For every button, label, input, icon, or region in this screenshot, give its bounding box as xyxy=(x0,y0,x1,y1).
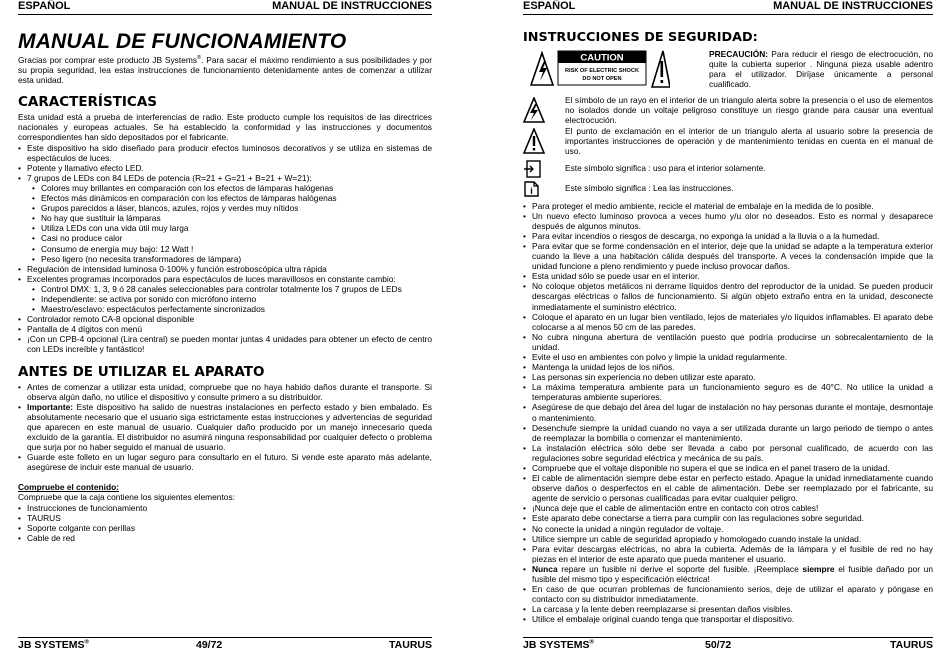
list-item: • Independiente: se activa por sonido con micrófono interno xyxy=(32,294,432,304)
list-item: • Control DMX: 1, 3, 9 ó 28 canales seleccionables para controlar totalmente los 7 grupos de LEDs xyxy=(32,284,432,294)
list-item: • ¡Con un CPB-4 opcional (Lira central) se pueden montar juntas 4 unidades para obtener un efecto de centro con LEDs increíble y fantástico! xyxy=(18,334,432,354)
list-item: • Para evitar incendios o riesgos de descarga, no exponga la unidad a la lluvia o a la humedad. xyxy=(523,231,933,241)
list-item: • Nunca repare un fusible ni derive el soporte del fusible. ¡Reemplace siempre el fusible dañado por un fusible del mismo tipo y especificación eléctrica! xyxy=(523,564,933,584)
list-item: • Esta unidad sólo se puede usar en el interior. xyxy=(523,271,933,281)
page-header xyxy=(18,0,432,15)
footer-page-number: 50/72 xyxy=(705,639,732,651)
header-language: ESPAÑOL xyxy=(18,0,71,12)
contents-heading: Compruebe el contenido: xyxy=(18,482,119,493)
list-item: • Regulación de intensidad luminosa 0-100% y función estroboscópica ultra rápida xyxy=(18,264,432,274)
footer-model: TAURUS xyxy=(389,639,432,651)
list-item: • Utiliza LEDs con una vida útil muy larga xyxy=(32,223,432,233)
list-item: • Para evitar que se forme condensación en el interior, deje que la unidad se adapte a la temperatura exterior cuando la lleve a una habitación cálida después del transporte. A veces la condensación impide que la unidad funcione a pleno rendimiento y puede incluso provocar daños. xyxy=(523,241,933,271)
left-page xyxy=(18,0,432,654)
page-title: MANUAL DE FUNCIONAMIENTO xyxy=(18,30,347,53)
features-intro: Esta unidad está a prueba de interferencias de radio. Este producto cumple los requisitos de las directrices nacionales y europeas actuales. Se ha establecido la conformidad y las instrucciones y documentos correspondientes han sido depositados por el fabricante. xyxy=(18,112,432,143)
list-item: • Soporte colgante con perillas xyxy=(18,523,432,533)
list-item: • Para proteger el medio ambiente, recicle el material de embalaje en la medida de lo posible. xyxy=(523,201,933,211)
list-item: • Pantalla de 4 dígitos con menú xyxy=(18,324,432,334)
warning-text: PRECAUCIÓN: Para reducir el riesgo de electrocución, no quite la cubierta superior . Ninguna pieza usable adentro para el utilizador. Diríjase únicamente a personal cualificado. xyxy=(709,49,933,90)
list-item: • Coloque el aparato en un lugar bien ventilado, lejos de materiales y/o líquidos inflamables. El aparato debe colocarse a al menos 50 cm de las paredes. xyxy=(523,312,933,332)
features-heading: CARACTERÍSTICAS xyxy=(18,94,157,111)
list-item: • Antes de comenzar a utilizar esta unidad, compruebe que no haya habido daños durante el transporte. Si observa algún daño, no utilice el dispositivo y consulte primero a su distribuidor. xyxy=(18,382,432,402)
list-item: • Efectos más dinámicos en comparación con los efectos de lámparas halógenas xyxy=(32,193,432,203)
list-item: • Grupos parecidos a láser, blancos, azules, rojos y verdes muy nítidos xyxy=(32,203,432,213)
list-item: • No conecte la unidad a ningún regulador de voltaje. xyxy=(523,524,933,534)
contents-intro: Compruebe que la caja contiene los siguientes elementos: xyxy=(18,492,235,503)
list-item: • Colores muy brillantes en comparación con los efectos de lámparas halógenas xyxy=(32,183,432,193)
list-item: • ¡Nunca deje que el cable de alimentación entre en contacto con otros cables! xyxy=(523,503,933,513)
list-item: • Un nuevo efecto luminoso provoca a veces humo y/u olor no deseados. Esto es normal y desaparece después de algunos minutos. xyxy=(523,211,933,231)
list-item: • Utilice el embalaje original cuando tenga que transportar el dispositivo. xyxy=(523,614,933,624)
safety-list-2 xyxy=(523,584,933,624)
list-item: • La instalación eléctrica sólo debe ser llevada a cabo por personal cualificado, de acuerdo con las regulaciones sobre seguridad eléctrica y mecánica de su país. xyxy=(523,443,933,463)
list-item: • Guarde este folleto en un lugar seguro para consultarlo en el futuro. Si vende este aparato más adelante, asegúrese de incluir este manual de usuario. xyxy=(18,452,432,472)
page-header xyxy=(523,0,933,15)
intro-paragraph: Gracias por comprar este producto JB Systems®. Para sacar el máximo rendimiento a sus posibilidades y por su propia seguridad, lea estas instrucciones de funcionamiento detenidamente antes de comenzar a utilizar esta unidad. xyxy=(18,55,432,86)
footer-model: TAURUS xyxy=(890,639,933,651)
list-item: • La máxima temperatura ambiente para un funcionamiento seguro es de 40°C. No utilice la unidad a temperaturas ambiente superiores. xyxy=(523,382,933,402)
read-instructions-icon xyxy=(523,180,541,198)
header-manual: MANUAL DE INSTRUCCIONES xyxy=(773,0,933,12)
list-item: • Excelentes programas incorporados para espectáculos de luces maravillosos en constante cambio: xyxy=(18,274,432,284)
features-list-3 xyxy=(18,314,432,354)
list-item: • Las personas sin experiencia no deben utilizar este aparato. xyxy=(523,372,933,382)
right-page xyxy=(523,0,933,654)
list-item: • Importante: Este dispositivo ha salido de nuestras instalaciones en perfecto estado y bien embalado. Es absolutamente necesario que el usuario siga estrictamente estas instrucciones y advertencias de seguridad que aparecen en este manual de usuario. Cualquier daño producido por un manejo innecesario queda excluido de la garantía. El distribuidor no asumirá ninguna responsabilidad por cualquier defecto o problema que surja por no haber seguido el manual de usuario. xyxy=(18,402,432,452)
exclamation-symbol-text: El punto de exclamación en el interior de un triangulo alerta al usuario sobre la presencia de importantes instrucciones de operación y de mantenimiento tenidas en cuenta en el manual de uso. xyxy=(565,126,933,157)
svg-text:i: i xyxy=(530,185,533,196)
list-item: • No coloque objetos metálicos ni derrame líquidos dentro del reproductor de la unidad. Se pueden producir descargas eléctricas o fallos de funcionamiento. Si algún objeto extraño entra en la unidad, desconecte inmediatamente el suministro eléctrico. xyxy=(523,281,933,311)
left-body xyxy=(18,30,432,543)
caution-title: CAUTION xyxy=(580,52,624,64)
list-item: • Asegúrese de que debajo del área del lugar de instalación no hay personas durante el montaje, desmontaje o mantenimiento. xyxy=(523,402,933,422)
list-item: • Utilice siempre un cable de seguridad apropiado y homologado cuando instale la unidad. xyxy=(523,534,933,544)
safety-heading: INSTRUCCIONES DE SEGURIDAD: xyxy=(523,30,758,45)
safety-list-fuse xyxy=(523,564,933,584)
list-item: • No cubra ninguna abertura de ventilación puesto que podría producirse un sobrecalentamiento de la unidad. xyxy=(523,332,933,352)
caution-row xyxy=(523,49,933,95)
footer-page-number: 49/72 xyxy=(196,639,223,651)
list-item: • Casi no produce calor xyxy=(32,233,432,243)
list-item: • 7 grupos de LEDs con 84 LEDs de potencia (R=21 + G=21 + B=21 + W=21): xyxy=(18,173,432,183)
list-item: • Controlador remoto CA-8 opcional disponible xyxy=(18,314,432,324)
features-list-2 xyxy=(18,264,432,284)
caution-line2: DO NOT OPEN xyxy=(582,76,622,82)
footer-brand: JB SYSTEMS® xyxy=(18,639,89,651)
footer-brand: JB SYSTEMS® xyxy=(523,639,594,651)
list-item: • Este aparato debe conectarse a tierra para cumplir con las regulaciones sobre seguridad. xyxy=(523,513,933,523)
list-item: • Para evitar descargas eléctricas, no abra la cubierta. Además de la lámpara y el fusible de red no hay piezas en el interior de este aparato que pueda mantener el usuario. xyxy=(523,544,933,564)
lightning-symbol-text: El símbolo de un rayo en el interior de un triangulo alerta sobre la presencia o el uso de elementos no isolados donde un voltaje peligroso constituye un riesgo grande para causar una eventual electrocución. xyxy=(565,95,933,126)
list-item: • Potente y llamativo efecto LED. xyxy=(18,163,432,173)
page-footer xyxy=(18,637,432,654)
caution-line1: RISK OF ELECTRIC SHOCK xyxy=(565,68,639,74)
list-item: • TAURUS xyxy=(18,513,432,523)
list-item: • Mantenga la unidad lejos de los niños. xyxy=(523,362,933,372)
exclamation-symbol-row xyxy=(523,126,933,156)
page-footer xyxy=(523,637,933,654)
lightning-symbol-row xyxy=(523,95,933,125)
contents-list xyxy=(18,503,432,543)
list-item: • Este dispositivo ha sido diseñado para producir efectos luminosos decorativos y se utiliza en sistemas de espectáculos de luces. xyxy=(18,143,432,163)
right-body xyxy=(523,30,933,625)
list-item: • Peso ligero (no necesita transformadores de lámpara) xyxy=(32,254,432,264)
before-use-heading: ANTES DE UTILIZAR EL APARATO xyxy=(18,363,265,380)
indoor-symbol-text: Este símbolo significa : uso para el interior solamente. xyxy=(565,162,766,173)
safety-list xyxy=(523,201,933,564)
program-sublist xyxy=(18,284,432,314)
indoor-symbol-row xyxy=(523,159,933,179)
read-symbol-text: Este símbolo significa : Lea las instrucciones. xyxy=(565,182,734,193)
indoor-use-icon xyxy=(523,160,541,178)
list-item: • Consumo de energía muy bajo: 12 Watt ! xyxy=(32,244,432,254)
list-item: • La carcasa y la lente deben reemplazarse si presentan daños visibles. xyxy=(523,604,933,614)
caution-label-icon xyxy=(530,49,670,89)
header-language: ESPAÑOL xyxy=(523,0,576,12)
list-item: • Instrucciones de funcionamiento xyxy=(18,503,432,513)
exclamation-triangle-icon xyxy=(523,128,545,154)
list-item: • En caso de que ocurran problemas de funcionamiento serios, deje de utilizar el aparato y póngase en contacto con su distribuidor inmediatamente. xyxy=(523,584,933,604)
list-item: • No hay que sustituir la lámparas xyxy=(32,213,432,223)
header-manual: MANUAL DE INSTRUCCIONES xyxy=(272,0,432,12)
features-list xyxy=(18,143,432,183)
list-item: • Compruebe que el voltaje disponible no supera el que se indica en el panel trasero de la unidad. xyxy=(523,463,933,473)
list-item: • Desenchufe siempre la unidad cuando no vaya a ser utilizada durante un largo periodo de tiempo o antes de reemplazar la bombilla o comenzar el mantenimiento. xyxy=(523,423,933,443)
led-sublist xyxy=(18,183,432,264)
list-item: • Maestro/esclavo: espectáculos perfectamente sincronizados xyxy=(32,304,432,314)
list-item: • El cable de alimentación siempre debe estar en perfecto estado. Apague la unidad inmediatamente cuando observe daños o desperfectos en el cable de alimentación. Debe ser reemplazado por el fabricante, su agente de servicio o personas cualificadas para evitar cualquier peligro. xyxy=(523,473,933,503)
before-use-list xyxy=(18,382,432,473)
lightning-triangle-icon xyxy=(523,97,545,123)
list-item: • Cable de red xyxy=(18,533,432,543)
list-item: • Evite el uso en ambientes con polvo y limpie la unidad regularmente. xyxy=(523,352,933,362)
read-symbol-row xyxy=(523,179,933,199)
